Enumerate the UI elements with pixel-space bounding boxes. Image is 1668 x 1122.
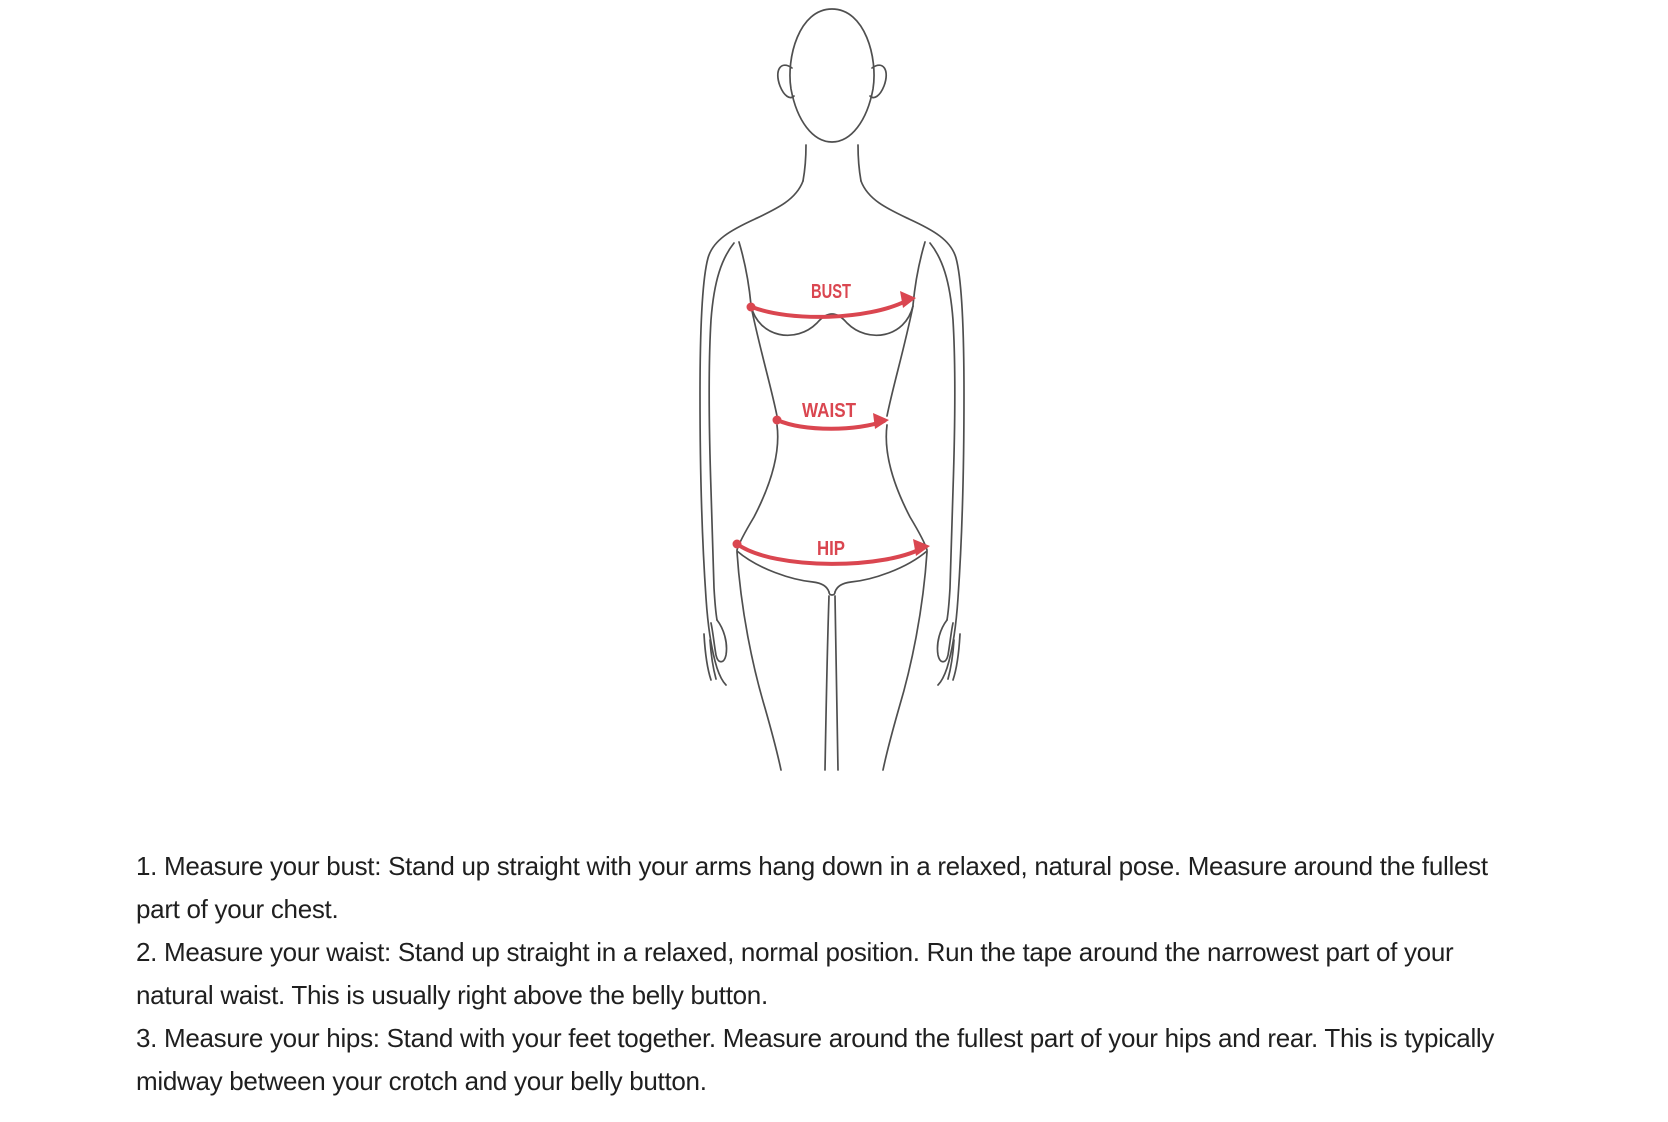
left-leg-outer: [737, 552, 781, 770]
left-hand: [704, 620, 727, 680]
measuring-instructions: [136, 845, 1636, 1103]
right-torso-lower: [886, 425, 927, 550]
bust-arrow-start-dot: [747, 303, 756, 312]
left-leg-inner: [825, 596, 829, 770]
left-side-chest: [739, 242, 751, 305]
right-leg-outer: [883, 552, 927, 770]
hip-arrow-start-dot: [733, 540, 742, 549]
instruction-line: 1. Measure your bust: Stand up straight with your arms hang down in a relaxed, natural pose. Measure around the fullest: [136, 851, 1488, 881]
instruction-item-hips: [136, 1017, 1636, 1103]
waist-arrow-start-dot: [773, 416, 782, 425]
bust-label: BUST: [811, 281, 851, 303]
head-outline: [790, 9, 874, 142]
body-measurement-diagram: [630, 0, 1050, 780]
measurement-annotations: [733, 281, 931, 564]
hip-label: HIP: [817, 538, 845, 560]
left-groin-curve: [737, 551, 829, 592]
bust-curves: [751, 306, 913, 335]
right-leg-inner: [835, 596, 838, 770]
left-arm-inner: [709, 243, 734, 620]
right-hand: [937, 620, 960, 680]
instruction-line: 2. Measure your waist: Stand up straight in a relaxed, normal position. Run the tape around the narrowest part of your: [136, 937, 1454, 967]
crotch-curve: [829, 592, 835, 595]
instruction-line: 3. Measure your hips: Stand with your feet together. Measure around the fullest part of your hips and rear. This is typically: [136, 1023, 1495, 1053]
instruction-line: midway between your crotch and your belly button.: [136, 1066, 707, 1096]
instruction-item-waist: [136, 931, 1636, 1017]
body-outline-drawing: [700, 9, 964, 770]
left-torso-upper: [751, 306, 777, 416]
instruction-line: natural waist. This is usually right above the belly button.: [136, 980, 768, 1010]
right-side-chest: [913, 242, 925, 305]
right-torso-upper: [887, 306, 913, 416]
right-groin-curve: [835, 551, 927, 592]
neck-right: [858, 145, 861, 181]
instruction-item-bust: [136, 845, 1636, 931]
neck-left: [803, 145, 806, 181]
right-arm-inner: [930, 243, 955, 620]
left-torso-lower: [737, 425, 778, 550]
instruction-line: part of your chest.: [136, 894, 339, 924]
waist-label: WAIST: [802, 400, 856, 422]
